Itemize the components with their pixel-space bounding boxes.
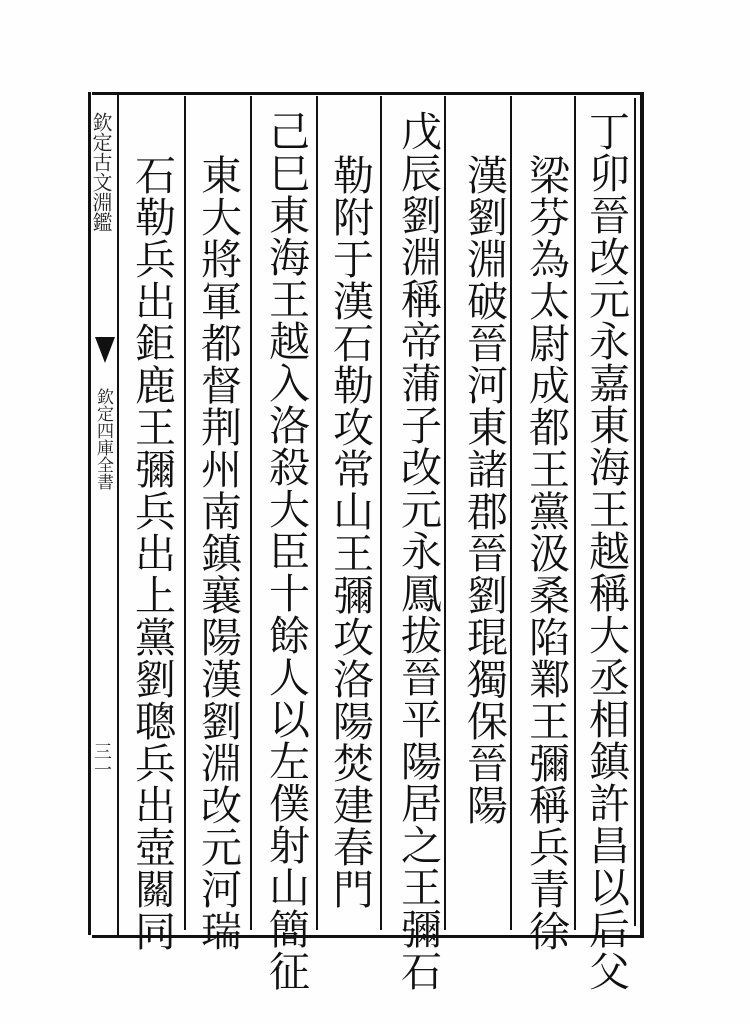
column-rule <box>184 96 186 930</box>
text-column-2: 梁芬為太尉成都王黨汲桑陷鄴王彌稱兵青徐 <box>522 154 570 952</box>
fishtail-mark-icon <box>95 337 115 363</box>
text-column-5: 勒附于漢石勒攻常山王彌攻洛陽焚建春門 <box>326 154 374 910</box>
column-rule <box>510 96 512 930</box>
fold-page-number: 三一 <box>91 742 112 778</box>
fold-title: 欽定古文淵鑑 <box>89 112 113 232</box>
text-column-3: 漢劉淵破晉河東諸郡晉劉琨獨保晉陽 <box>460 154 508 826</box>
column-rule <box>380 96 382 930</box>
text-column-7: 東大將軍都督荆州南鎮襄陽漢劉淵改元河瑞 <box>194 154 242 952</box>
text-column-8: 石勒兵出鉅鹿王彌兵出上黨劉聰兵出壺關同 <box>128 154 176 952</box>
inner-border-line <box>634 98 636 926</box>
column-rule <box>444 96 446 930</box>
text-column-6: 己巳東海王越入洛殺大臣十餘人以左僕射山簡征 <box>262 110 310 992</box>
text-column-4: 戊辰劉淵稱帝蒲子改元永鳳拔晉平陽居之王彌石 <box>394 110 442 992</box>
column-rule <box>250 96 252 930</box>
column-rule <box>316 96 318 930</box>
fold-book-title: 欽定四庫全書 <box>93 388 113 490</box>
column-rule <box>574 96 576 930</box>
text-column-1: 丁卯晉改元永嘉東海王越稱大丞相鎮許昌以后父 <box>582 110 630 992</box>
